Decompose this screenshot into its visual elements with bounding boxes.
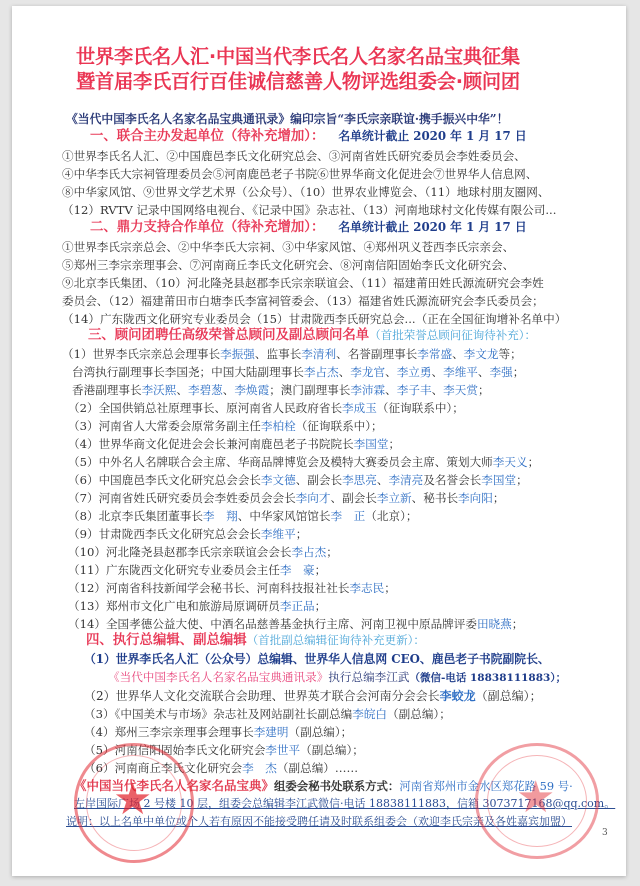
advisor-item (68, 419, 383, 433)
intro-statement: 《当代中国李氏名人名家名品宝典通讯录》编印宗旨“李氏宗亲联谊·携手振兴中华”！ (66, 112, 509, 126)
advisor-item (68, 473, 528, 487)
text-segment: 、秘书长 (411, 491, 459, 505)
text-segment: 、名誉副理事长 (336, 347, 418, 361)
text-segment: ； (527, 455, 540, 469)
person-name: 李皖白 (352, 707, 388, 721)
person-name: 李占杰 (303, 365, 339, 379)
section-1-line: （12）RVTV 记录中国网络电视台、《记录中国》杂志社、（13）河南地球村文化传媒有限公司... (62, 203, 557, 217)
section-2-line: ①世界李氏宗亲总会、②中华李氏大宗祠、③中华家风馆、④郑州巩义苍西李氏宗亲会、 (62, 240, 515, 254)
person-name: 李世平 (265, 743, 301, 757)
star-icon: ★ (113, 774, 153, 825)
text-segment: ； (516, 473, 528, 487)
text-segment: （3）《中国美术与市场》杂志社及网站副社长副总编 (84, 707, 353, 721)
text-segment: ； (384, 581, 396, 595)
text-segment: （9）甘肃陇西李氏文化研究总会会长 (68, 527, 261, 541)
text-segment: 、中华家风馆馆长 (237, 509, 331, 523)
person-name: 李国堂 (353, 437, 389, 451)
section-2-line: ⑨北京李氏集团、（10）河北隆尧县赵郡李氏宗亲联谊会、（11）福建莆田姓氏源流研究会李姓 (62, 276, 544, 290)
text-segment: （征询联系中）； (295, 419, 383, 433)
document-page (12, 6, 626, 876)
text-segment: 、 (452, 347, 464, 361)
advisor-item (68, 599, 326, 613)
text-segment: 、 (431, 365, 444, 379)
text-segment: （5）中外名人名牌联合会主席、华商品牌博览会及模特大赛委员会主席、策划大师 (68, 455, 493, 469)
text-segment: 、 (385, 365, 397, 379)
text-segment: （3）河南省人大常委会原常务副主任 (68, 419, 261, 433)
text-segment: （6）河南商丘李氏文化研究会 (84, 761, 243, 775)
person-name: 李碧葱 (187, 383, 223, 397)
text-segment: （13）郑州市文化广电和旅游局原调研员 (68, 599, 280, 613)
text-segment: （1）世界李氏宗亲总会理事长 (62, 347, 221, 361)
section-1-date: 名单统计截止 2020 年 1 月 17 日 (338, 129, 527, 143)
star-icon: ★ (516, 772, 556, 823)
advisor-item (68, 563, 326, 577)
text-segment: （11）广东陇西文化研究专业委员会主任 (68, 563, 280, 577)
person-name: 李文德 (260, 473, 296, 487)
text-segment: （北京）； (365, 509, 418, 523)
editor-item (84, 743, 364, 757)
text-segment: 及名誉会长 (423, 473, 482, 487)
text-segment: （8）北京李氏集团董事长 (68, 509, 203, 523)
person-name: 李立勇 (396, 365, 432, 379)
person-name: 李龙官 (350, 365, 386, 379)
person-name: 李成玉 (342, 401, 377, 415)
text-segment: （4）郑州三李宗亲理事会理事长 (84, 725, 254, 739)
advisor-item (68, 527, 307, 541)
section-2-title: 二、鼎力支持合作单位（待补充增加）： (90, 219, 325, 235)
editor-item (84, 689, 542, 703)
person-name: 李子丰 (396, 383, 432, 397)
text-segment: （副总编）； (475, 689, 542, 703)
person-name: 李维平 (443, 365, 478, 379)
person-name: 李维平 (260, 527, 296, 541)
text-segment: ； (477, 383, 490, 397)
text-segment: （5）河南信阳固始李氏文化研究会 (84, 743, 266, 757)
person-name: 李常盛 (417, 347, 453, 361)
person-name: 李思亮 (342, 473, 377, 487)
text-segment: （6）中国鹿邑李氏文化研究总会会长 (68, 473, 261, 487)
advisor-item (68, 455, 539, 469)
advisor-item (68, 491, 504, 505)
person-name: 李焕霞 (234, 383, 270, 397)
person-name: 李 豪 (279, 563, 315, 577)
section-4-heading (86, 633, 425, 647)
text-segment: （征询联系中）； (376, 401, 464, 415)
section-4-note: （首批副总编辑征询待补充更新）： (246, 633, 425, 647)
section-1-heading (90, 129, 527, 143)
text-segment: 、副会长 (330, 491, 377, 505)
section-3-heading (88, 328, 536, 342)
person-name: 李天义 (492, 455, 528, 469)
advisor-item (72, 383, 490, 397)
text-segment: ； (492, 491, 505, 505)
person-name: 李柏栓 (260, 419, 296, 433)
section-3-note: （首批荣誉总顾问征询待补充）： (369, 328, 536, 342)
document-title-line-1: 世界李氏名人汇·中国当代李氏名人名家名品宝典征集 (76, 45, 520, 68)
advisor-item (68, 581, 396, 595)
footer-contact-label: 组委会秘书处联系方式： (274, 779, 400, 793)
text-segment: （2）世界华人文化交流联合会助理、世界英才联合会河南分会会长 (84, 689, 440, 703)
text-segment: （14）全国孝德公益大使、中酒名品慈善基金执行主席、河南卫视中原品牌评委 (68, 617, 477, 631)
text-segment: （12）河南省科技新闻学会秘书长、河南科技报社社长 (68, 581, 350, 595)
text-segment: （2）全国供销总社原理事长、原河南省人民政府省长 (68, 401, 343, 415)
text-segment: （副总编）…… (276, 761, 359, 775)
advisor-item (62, 347, 522, 361)
text-segment: 香港副理事长 (72, 383, 142, 397)
section-1-line: ①世界李氏名人汇、②中国鹿邑李氏文化研究总会、③河南省姓氏研究委员会李姓委员会、 (62, 149, 526, 163)
person-name: 李建明 (253, 725, 289, 739)
text-segment: （副总编）； (288, 725, 353, 739)
section-3-title: 三、顾问团聘任高级荣誉总顾问及副总顾问名单 (88, 327, 370, 343)
page-number: 3 (602, 828, 608, 838)
text-segment: ； (314, 563, 327, 577)
person-name: 李向阳 (458, 491, 493, 505)
section-2-line: ⑤郑州三李宗亲理事会、⑦河南商丘李氏文化研究会、⑧河南信阳固始李氏文化研究会、 (62, 258, 515, 272)
advisor-item (68, 401, 464, 415)
advisor-item (68, 437, 400, 451)
person-name: 李 杰 (242, 761, 277, 775)
footer-address-line: 左岸国际广场 2 号楼 10 层，组委会总编辑李江武微信·电话 18838111883，信箱 3073717168@qq.com。 (74, 797, 616, 810)
text-segment: 、 (222, 383, 235, 397)
person-name: 李立新 (376, 491, 412, 505)
section-1-line: ④中华李氏大宗祠管理委员会⑤河南鹿邑老子书院⑥世界华商文化促进会⑦世界华人信息网、 (62, 167, 538, 181)
person-name: 田晓燕 (476, 617, 512, 631)
person-name: 李 翔 (202, 509, 238, 523)
text-segment: ；澳门副理事长 (269, 383, 351, 397)
editor-role: 执行总编李江武 (328, 670, 410, 684)
footer-contact (74, 779, 573, 793)
person-name: 李占杰 (291, 545, 327, 559)
person-name: 李蛟龙 (439, 689, 476, 703)
section-4-title: 四、执行总编辑、副总编辑 (86, 632, 247, 648)
text-segment: （副总编）； (300, 743, 364, 757)
section-2-date: 名单统计截止 2020 年 1 月 17 日 (338, 220, 527, 234)
person-name: 李国堂 (481, 473, 517, 487)
text-segment: （7）河南省姓氏研究委员会李姓委员会会长 (68, 491, 296, 505)
editor-contact: （微信-电话 18838111883）； (409, 672, 567, 684)
section-2-line: 委员会、（12）福建莆田市白塘李氏李富祠管委会、（13）福建省姓氏源流研究会李氏委员会； (62, 294, 544, 308)
person-name: 李向才 (295, 491, 331, 505)
advisor-item (68, 617, 523, 631)
advisor-item (68, 545, 338, 559)
text-segment: 等； (498, 347, 522, 361)
text-segment: 、 (176, 383, 188, 397)
text-segment: ； (511, 617, 524, 631)
person-name: 李清利 (301, 347, 337, 361)
text-segment: ； (512, 365, 525, 379)
footer-address: 河南省郑州市金水区郑花路 59 号· (399, 779, 573, 793)
person-name: 李志民 (349, 581, 385, 595)
person-name: 李清亮 (388, 473, 424, 487)
text-segment: 、 (376, 473, 389, 487)
text-segment: （4）世界华商文化促进会会长兼河南鹿邑老子书院院长 (68, 437, 354, 451)
text-segment: 、 (385, 383, 397, 397)
text-segment: （10）河北隆尧县赵郡李氏宗亲联谊会会长 (68, 545, 292, 559)
text-segment: ； (388, 437, 401, 451)
section-1-title: 一、联合主办发起单位（待补充增加）： (90, 128, 325, 144)
person-name: 李强 (489, 365, 513, 379)
text-segment: ； (326, 545, 338, 559)
text-segment: ； (295, 527, 308, 541)
editor-item (84, 761, 358, 775)
person-name: 李 正 (330, 509, 366, 523)
advisor-item (72, 365, 524, 379)
text-segment: ； (314, 599, 327, 613)
footer-notice: 说明：以上名单中单位或个人若有原因不能接受聘任请及时联系组委会（欢迎李氏宗亲及各姓嘉宾加盟） (66, 815, 572, 828)
text-segment: 、 (477, 365, 490, 379)
section-2-line: （14）广东陇西文化研究专业委员会（15）甘肃陇西李氏研究总会...（正在全国征询增补名单中） (62, 312, 567, 326)
document-title-line-2: 暨首届李氏百行百佳诚信慈善人物评选组委会·顾问团 (76, 70, 520, 93)
editor-item (84, 707, 451, 721)
text-segment: 台湾执行副理事长李国尧；中国大陆副理事长 (72, 365, 304, 379)
person-name: 李沛霖 (350, 383, 386, 397)
text-segment: 、 (431, 383, 444, 397)
person-name: 李正品 (279, 599, 315, 613)
editor-item-1: （1）世界李氏名人汇（公众号）总编辑、世界华人信息网 CEO、鹿邑老子书院副院长、 (84, 652, 550, 666)
editor-item-1-cont (108, 670, 566, 685)
person-name: 李振强 (220, 347, 255, 361)
book-title: 《当代中国李氏名人名家名品宝典通讯录》 (108, 670, 329, 684)
advisor-item (68, 509, 417, 523)
text-segment: 、副会长 (295, 473, 343, 487)
text-segment: 、 (338, 365, 351, 379)
person-name: 李天赏 (443, 383, 478, 397)
text-segment: （副总编）； (387, 707, 451, 721)
section-1-line: ⑧中华家风馆、⑨世界文学艺术界（公众号）、（10）世界农业博览会、（11）地球村朋友圈网、 (62, 185, 550, 199)
footer-book-title: 《中国当代李氏名人名家名品宝典》 (74, 778, 275, 793)
editor-item (84, 725, 352, 739)
person-name: 李沃熙 (141, 383, 177, 397)
section-2-heading (90, 220, 527, 234)
text-segment: 、监事长 (254, 347, 302, 361)
person-name: 李文龙 (463, 347, 499, 361)
